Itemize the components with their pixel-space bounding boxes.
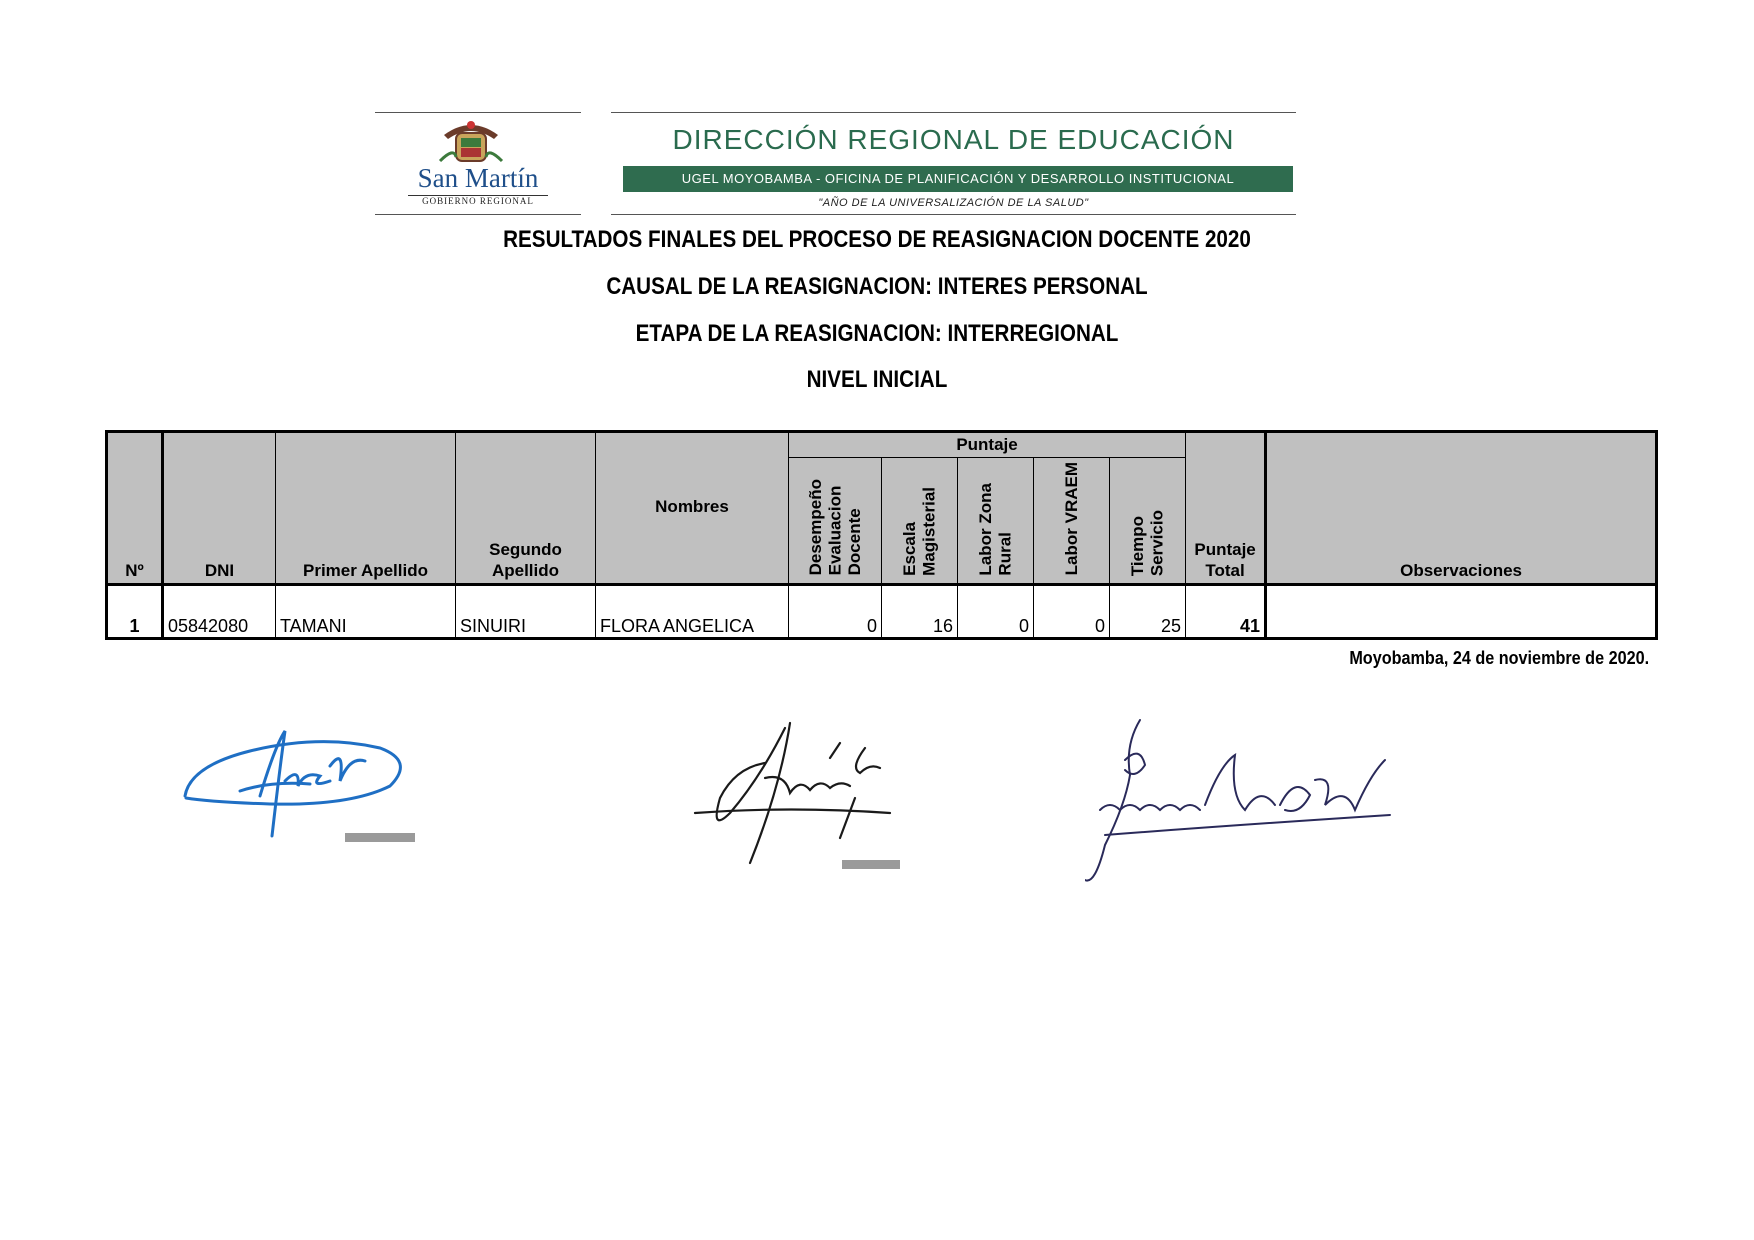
coat-of-arms-icon xyxy=(434,117,508,167)
header-vraem-text: Labor VRAEM xyxy=(1061,462,1081,576)
header-puntaje-group: Puntaje xyxy=(789,432,1186,458)
logo-subtitle: GOBIERNO REGIONAL xyxy=(422,196,534,206)
scanner-tag xyxy=(345,833,415,842)
cell-vraem: 0 xyxy=(1034,585,1110,639)
cause-title: CAUSAL DE LA REASIGNACION: INTERES PERSONAL xyxy=(606,273,1148,300)
header-tiempo-servicio xyxy=(1110,458,1186,585)
header-escala-line2: Magisterial xyxy=(919,486,939,576)
level-title: NIVEL INICIAL xyxy=(806,366,948,393)
cell-escala: 16 xyxy=(882,585,958,639)
header-desempeno-line2: Evaluacion xyxy=(825,485,845,576)
header-total-line1: Puntaje xyxy=(1194,539,1256,559)
header-desempeno xyxy=(789,458,882,585)
header-segundo-apellido-line2: Apellido xyxy=(491,560,560,580)
institution-name: DIRECCIÓN REGIONAL DE EDUCACIÓN xyxy=(672,124,1235,155)
header-total-line2: Total xyxy=(1205,560,1245,580)
header-segundo-apellido xyxy=(456,432,596,585)
header-desempeno-line3: Docente xyxy=(844,508,864,576)
cell-desempeno: 0 xyxy=(789,585,882,639)
cell-tiempo-servicio: 25 xyxy=(1110,585,1186,639)
cell-segundo-apellido: SINUIRI xyxy=(456,585,596,639)
results-table xyxy=(105,430,1658,640)
header-segundo-apellido-line1: Segundo xyxy=(489,539,562,559)
cell-observaciones xyxy=(1266,585,1657,639)
header-zona-line1: Labor Zona xyxy=(975,483,995,576)
office-band: UGEL MOYOBAMBA - OFICINA DE PLANIFICACIÓN Y DESARROLLO INSTITUCIONAL xyxy=(623,166,1293,192)
header-zona-line2: Rural xyxy=(995,532,1015,576)
header-nombres: Nombres xyxy=(596,432,789,585)
header-zona-rural xyxy=(958,458,1034,585)
header-desempeno-text xyxy=(806,479,865,575)
institution-letterhead xyxy=(611,112,1296,215)
cell-primer-apellido: TAMANI xyxy=(276,585,456,639)
scanner-tag xyxy=(842,860,900,869)
header-tiempo-line1: Tiempo xyxy=(1127,515,1147,576)
regional-logo xyxy=(375,112,581,215)
header-number: Nº xyxy=(107,432,163,585)
cell-total: 41 xyxy=(1186,585,1266,639)
document-title: RESULTADOS FINALES DEL PROCESO DE REASIGNACION DOCENTE 2020 xyxy=(503,226,1251,253)
cell-number: 1 xyxy=(107,585,163,639)
header-escala-text xyxy=(900,487,939,576)
header-zona-rural-text xyxy=(976,483,1015,576)
header-vraem xyxy=(1034,458,1110,585)
header-escala xyxy=(882,458,958,585)
header-puntaje-total xyxy=(1186,432,1266,585)
cell-nombres: FLORA ANGELICA xyxy=(596,585,789,639)
header-observaciones: Observaciones xyxy=(1266,432,1657,585)
header-primer-apellido: Primer Apellido xyxy=(276,432,456,585)
header-dni: DNI xyxy=(163,432,276,585)
place-date: Moyobamba, 24 de noviembre de 2020. xyxy=(1349,648,1649,668)
year-motto: "AÑO DE LA UNIVERSALIZACIÓN DE LA SALUD" xyxy=(818,197,1089,209)
header-tiempo-text xyxy=(1128,510,1167,576)
header-tiempo-line2: Servicio xyxy=(1147,509,1167,576)
signature-2 xyxy=(690,718,905,868)
stage-title: ETAPA DE LA REASIGNACION: INTERREGIONAL xyxy=(635,320,1119,347)
header-escala-line1: Escala xyxy=(899,521,919,576)
header-desempeno-line1: Desempeño xyxy=(805,479,825,576)
logo-name: San Martín xyxy=(417,163,539,193)
cell-dni: 05842080 xyxy=(163,585,276,639)
signature-1 xyxy=(180,726,420,841)
cell-zona-rural: 0 xyxy=(958,585,1034,639)
table-row xyxy=(107,585,1657,639)
signature-3 xyxy=(1085,715,1395,890)
